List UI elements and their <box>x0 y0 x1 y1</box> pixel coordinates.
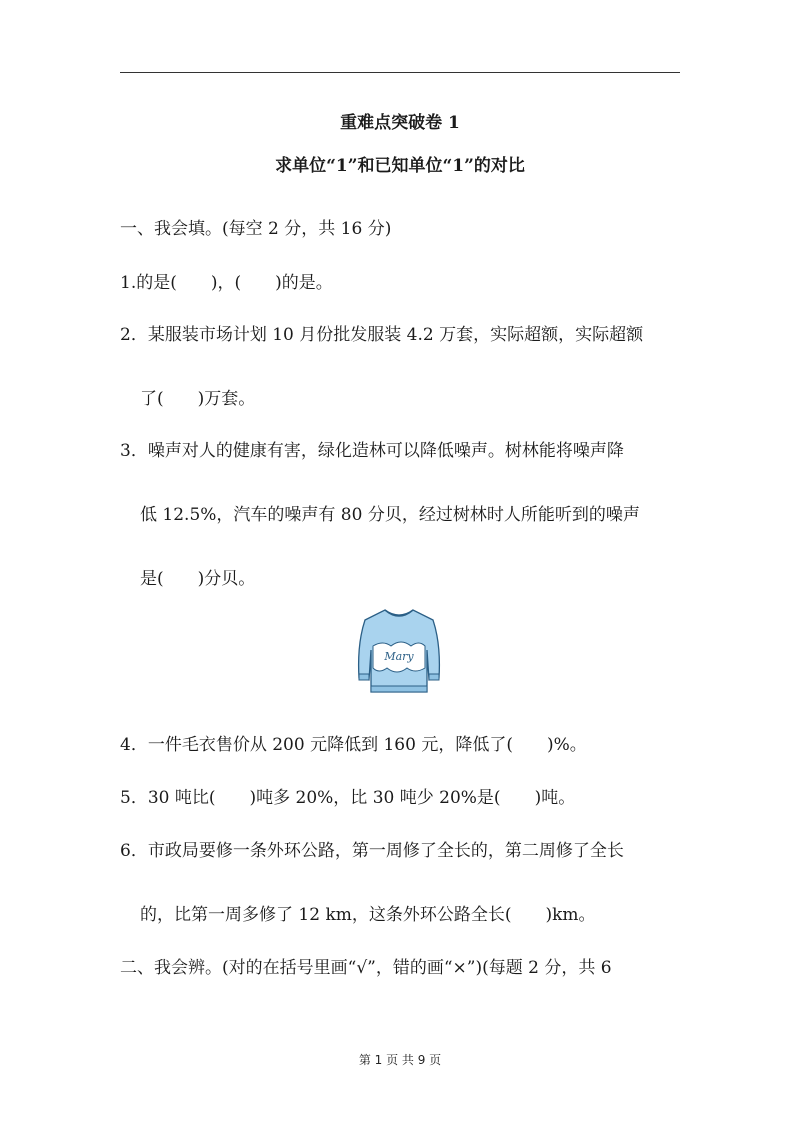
sweater-illustration <box>355 604 443 702</box>
question-3-line-1: 3．噪声对人的健康有害，绿化造林可以降低噪声。树林能将噪声降 <box>120 441 624 461</box>
question-1: 1.的是( )，( )的是。 <box>120 273 333 293</box>
question-3-line-3: 是( )分贝。 <box>140 569 256 589</box>
header-rule <box>120 72 680 73</box>
question-6-line-1: 6．市政局要修一条外环公路，第一周修了全长的，第二周修了全长 <box>120 841 624 861</box>
question-4: 4．一件毛衣售价从 200 元降低到 160 元，降低了( )%。 <box>120 735 587 755</box>
section-2-heading: 二、我会辨。(对的在括号里画“√”，错的画“×”)(每题 2 分，共 6 <box>120 958 612 978</box>
question-6-line-2: 的，比第一周多修了 12 km，这条外环公路全长( )km。 <box>140 905 596 925</box>
sweater-label: Mary <box>384 650 414 663</box>
question-2-line-1: 2．某服装市场计划 10 月份批发服装 4.2 万套，实际超额，实际超额 <box>120 325 644 345</box>
document-title: 重难点突破卷 1 <box>340 113 460 133</box>
question-2-line-2: 了( )万套。 <box>140 389 256 409</box>
page-footer: 第 1 页 共 9 页 <box>358 1053 442 1067</box>
document-subtitle: 求单位“1”和已知单位“1”的对比 <box>275 156 525 176</box>
question-5: 5．30 吨比( )吨多 20%，比 30 吨少 20%是( )吨。 <box>120 788 576 808</box>
question-3-line-2: 低 12.5%，汽车的噪声有 80 分贝，经过树林时人所能听到的噪声 <box>140 505 640 525</box>
section-1-heading: 一、我会填。(每空 2 分，共 16 分) <box>120 219 392 239</box>
